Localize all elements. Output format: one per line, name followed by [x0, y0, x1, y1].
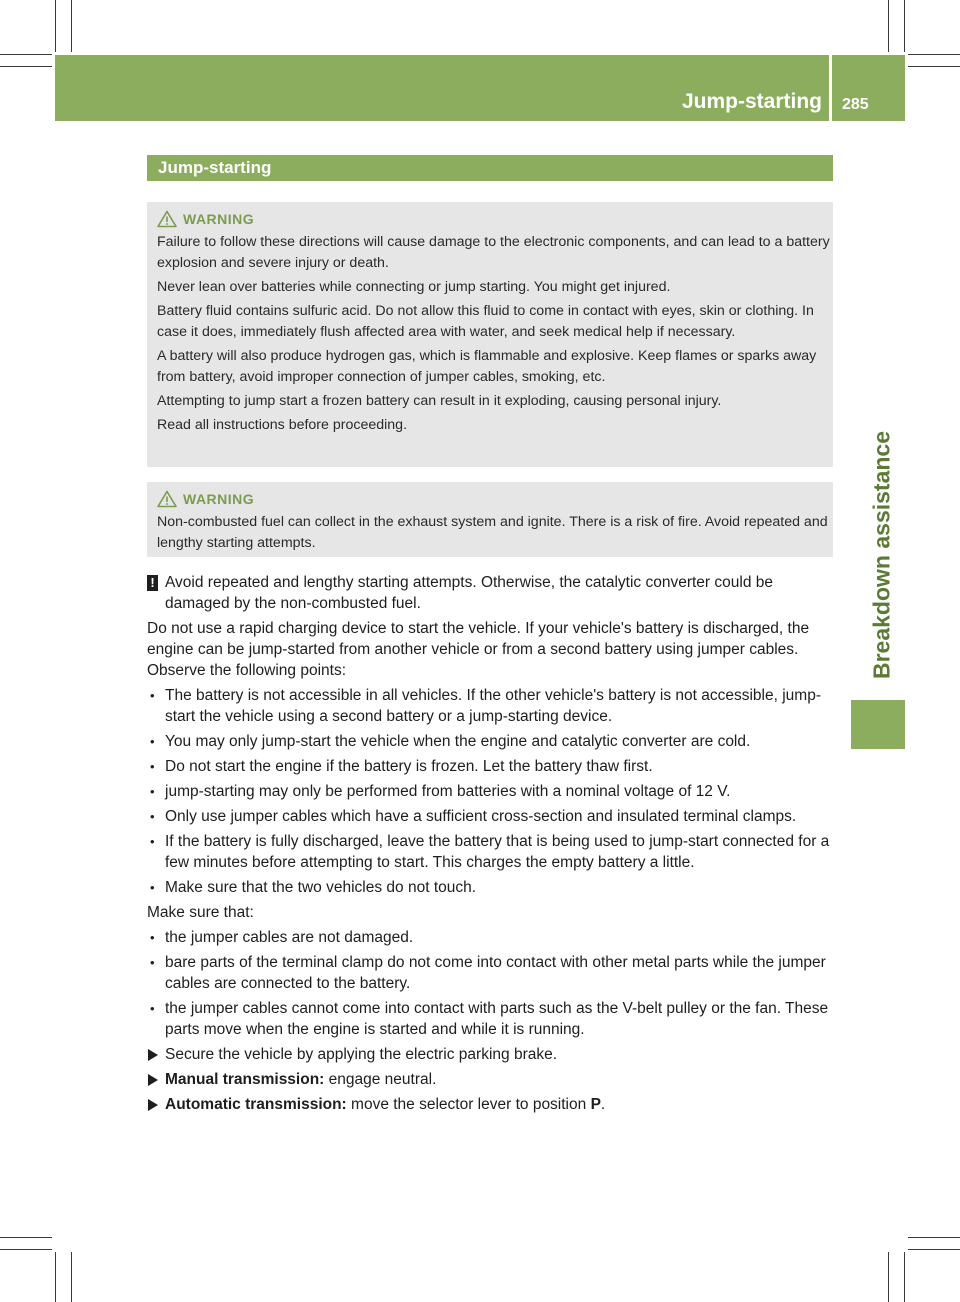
crop-mark — [0, 54, 52, 55]
arrow-right-icon — [148, 1074, 158, 1086]
intro-paragraph: Do not use a rapid charging device to start the vehicle. If your vehicle's battery is discharged, the engine can be jump-started from another vehicle or from a second battery using jumper cables. Observe the following points: — [147, 620, 810, 679]
arrow-right-icon — [148, 1049, 158, 1061]
warning-triangle-icon — [157, 210, 177, 228]
page-number: 285 — [842, 96, 869, 113]
list-item: • Do not start the engine if the battery is frozen. Let the battery thaw first. — [147, 756, 837, 777]
crop-mark — [904, 1252, 905, 1302]
crop-mark — [55, 0, 56, 52]
list-item: • the jumper cables cannot come into contact with parts such as the V-belt pulley or the fan. These parts move when the engine is started and while it is running. — [147, 998, 837, 1040]
list-item: • Only use jumper cables which have a sufficient cross-section and insulated terminal clamps. — [147, 806, 837, 827]
step-text: engage neutral. — [324, 1071, 437, 1088]
warning-paragraph: Failure to follow these directions will cause damage to the electronic components, and can lead to a battery explosion and severe injury or death. — [157, 234, 830, 271]
notice — [147, 572, 837, 614]
step-label: Automatic transmission: — [165, 1096, 347, 1113]
list-item: • the jumper cables are not damaged. — [147, 927, 837, 948]
crop-mark — [55, 1252, 56, 1302]
chapter-tab-marker — [851, 700, 905, 749]
list-item: • Make sure that the two vehicles do not touch. — [147, 877, 837, 898]
crop-mark — [888, 0, 889, 52]
step-text: move the selector lever to position — [346, 1096, 591, 1113]
warning-paragraph: Attempting to jump start a frozen battery can result in it exploding, causing personal injury. — [157, 393, 722, 409]
crop-mark — [0, 1237, 52, 1238]
list-item: • If the battery is fully discharged, leave the battery that is being used to jump-start connected for a few minutes before attempting to start. This charges the empty battery a little. — [147, 831, 837, 873]
step-item — [147, 1069, 837, 1090]
chapter-side-text: Breakdown assistance — [868, 430, 895, 680]
crop-mark — [908, 1237, 960, 1238]
notice-text: Avoid repeated and lengthy starting attempts. Otherwise, the catalytic converter could be damaged by the non-combusted fuel. — [165, 574, 773, 612]
step-end: . — [600, 1096, 606, 1113]
warning-paragraph: Never lean over batteries while connecting or jump starting. You might get injured. — [157, 279, 671, 295]
warning-paragraph: Battery fluid contains sulfuric acid. Do not allow this fluid to come in contact with eyes, skin or clothing. In case it does, immediately flush affected area with water, and seek medical help if necessary. — [157, 303, 814, 340]
step-item — [147, 1044, 837, 1065]
step-text: Secure the vehicle by applying the electric parking brake. — [165, 1046, 558, 1063]
make-sure-label: Make sure that: — [147, 904, 254, 921]
header-divider — [829, 55, 832, 121]
arrow-right-icon — [148, 1099, 158, 1111]
notice-icon: ! — [147, 575, 158, 591]
crop-mark — [71, 0, 72, 52]
crop-mark — [71, 1252, 72, 1302]
list-item: • You may only jump-start the vehicle when the engine and catalytic converter are cold. — [147, 731, 837, 752]
step-label: Manual transmission: — [165, 1071, 325, 1088]
crop-mark — [908, 1249, 960, 1250]
warning-paragraph: A battery will also produce hydrogen gas, which is flammable and explosive. Keep flames or sparks away from battery, avoid improper connection of jumper cables, smoking, etc. — [157, 348, 817, 385]
warning-header — [157, 486, 833, 512]
section-heading — [147, 155, 833, 181]
warning-box — [147, 482, 833, 557]
body-content — [147, 572, 837, 1115]
warning-paragraph: Read all instructions before proceeding. — [157, 417, 408, 433]
chapter-side-label — [845, 430, 919, 680]
list-item: • bare parts of the terminal clamp do not come into contact with other metal parts while the jumper cables are connected to the battery. — [147, 952, 837, 994]
section-title: Jump-starting — [158, 158, 272, 177]
crop-mark — [888, 1252, 889, 1302]
running-header-title: Jump-starting — [681, 90, 822, 113]
step-item — [147, 1094, 837, 1115]
crop-mark — [0, 66, 52, 67]
list-item: • jump-starting may only be performed from batteries with a nominal voltage of 12 V. — [147, 781, 837, 802]
crop-mark — [908, 54, 960, 55]
warning-box — [147, 202, 833, 467]
warning-triangle-icon — [157, 490, 177, 508]
warning-title: WARNING — [183, 491, 255, 507]
gear-position: P — [590, 1096, 601, 1113]
list-item: • The battery is not accessible in all vehicles. If the other vehicle's battery is not accessible, jump-start the vehicle using a second battery or a jump-starting device. — [147, 685, 837, 727]
warning-paragraph: Non-combusted fuel can collect in the exhaust system and ignite. There is a risk of fire. Avoid repeated and lengthy starting attempts. — [157, 514, 828, 551]
crop-mark — [908, 66, 960, 67]
warning-header — [157, 206, 833, 232]
crop-mark — [904, 0, 905, 52]
crop-mark — [0, 1249, 52, 1250]
warning-title: WARNING — [183, 211, 255, 227]
